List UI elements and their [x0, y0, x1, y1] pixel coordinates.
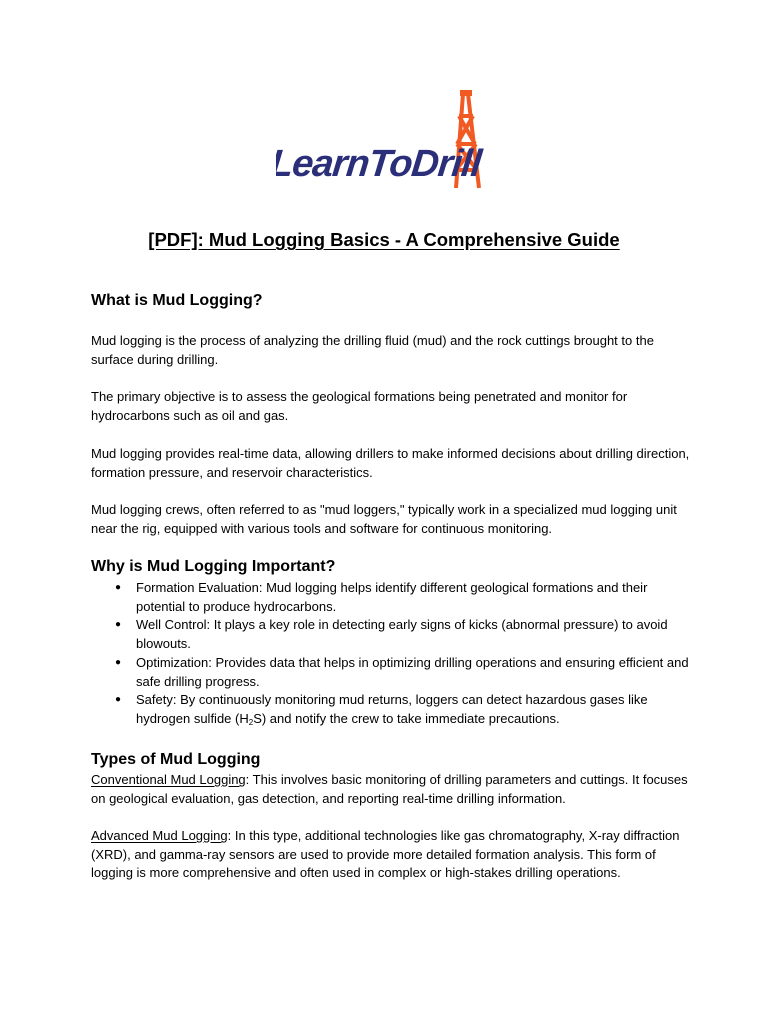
term-conventional-mud-logging: Conventional Mud Logging — [91, 772, 246, 787]
paragraph-conventional-mud-logging — [91, 771, 691, 808]
list-item-text-after: S) and notify the crew to take immediate precautions. — [253, 710, 560, 726]
list-item-text: Formation Evaluation: Mud logging helps identify different geological formations and their potential to produce hydrocarbons. — [136, 580, 648, 614]
paragraph-objective: The primary objective is to assess the geological formations being penetrated and monitor for hydrocarbons such as oil and gas. — [91, 389, 628, 423]
term-advanced-mud-logging: Advanced Mud Logging — [91, 828, 228, 843]
list-item-well-control — [91, 616, 691, 653]
importance-list — [91, 579, 691, 733]
paragraph-real-time-data: Mud logging provides real-time data, allowing drillers to make informed decisions about drilling direction, formation pressure, and reservoir characteristics. — [91, 446, 690, 480]
drilling-derrick-icon — [276, 90, 494, 200]
bullet-icon: ● — [115, 694, 122, 706]
logo-wordmark: LearnToDrill — [276, 143, 483, 185]
bullet-icon: ● — [115, 582, 122, 593]
paragraph-definition: Mud logging is the process of analyzing the drilling fluid (mud) and the rock cuttings brought to the surface during drilling. — [91, 333, 654, 367]
heading-types-of-mud-logging: Types of Mud Logging — [91, 751, 261, 768]
bullet-icon: ● — [115, 619, 122, 631]
list-item-formation-evaluation — [91, 579, 691, 616]
definition-text: : In this type, additional technologies like gas chromatography, X-ray diffraction (XRD), and gamma-ray sensors are used to provide more detailed formation analysis. This form of logging is more comprehensive and often used in complex or high-stakes drilling operations. — [91, 828, 680, 881]
definition-text: : This involves basic monitoring of drilling parameters and cuttings. It focuses on geological evaluation, gas detection, and reporting real-time drilling information. — [91, 772, 688, 806]
list-item-safety — [91, 691, 691, 732]
bullet-icon: ● — [115, 656, 122, 668]
heading-why-important: Why is Mud Logging Important? — [91, 558, 336, 575]
heading-what-is-mud-logging: What is Mud Logging? — [91, 292, 263, 309]
document-title: [PDF]: Mud Logging Basics - A Comprehensive Guide — [148, 229, 620, 250]
list-item-text: Well Control: It plays a key role in detecting early signs of kicks (abnormal pressure) to avoid blowouts. — [136, 617, 668, 652]
list-item-text-before: Safety: By continuously monitoring mud returns, loggers can detect hazardous gases like hydrogen sulfide (H — [136, 692, 648, 726]
paragraph-mud-logging-crews: Mud logging crews, often referred to as "mud loggers," typically work in a specialized mud logging unit near the rig, equipped with various tools and software for continuous monitoring. — [91, 502, 677, 536]
paragraph-advanced-mud-logging — [91, 827, 691, 883]
learntodrill-logo — [276, 90, 494, 200]
subscript-2: 2 — [248, 717, 254, 727]
list-item-optimization — [91, 654, 691, 691]
list-item-text: Optimization: Provides data that helps in optimizing drilling operations and ensuring efficient and safe drilling progress. — [136, 654, 689, 689]
